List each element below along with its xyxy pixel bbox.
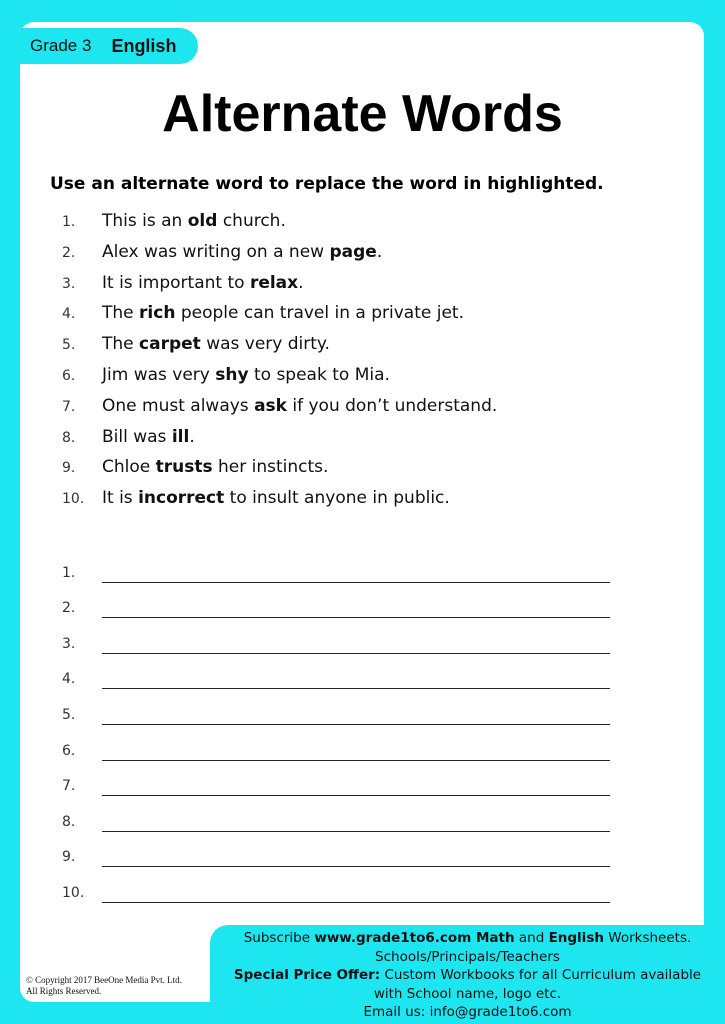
question-text: This is an old church.	[102, 211, 286, 231]
answer-number: 6.	[62, 742, 76, 759]
answer-line[interactable]	[102, 564, 610, 583]
question-text: One must always ask if you don’t understand.	[102, 395, 498, 416]
question-list	[62, 211, 497, 519]
footer-email-line[interactable]: Email us: info@grade1to6.com	[363, 1004, 572, 1020]
answer-number: 5.	[62, 706, 76, 723]
answer-line[interactable]	[102, 777, 610, 796]
footer-banner	[210, 925, 725, 1024]
answer-row	[62, 583, 610, 619]
question-text: Chloe trusts her instincts.	[102, 457, 329, 478]
answer-line[interactable]	[102, 599, 610, 618]
highlighted-word: incorrect	[138, 488, 225, 509]
highlighted-word: old	[187, 211, 218, 231]
question-number: 1.	[62, 214, 76, 230]
question-number: 10.	[62, 491, 85, 508]
highlighted-word: trusts	[155, 457, 213, 478]
answer-line[interactable]	[102, 670, 610, 689]
answer-row	[62, 689, 610, 725]
question-item	[62, 303, 497, 334]
question-item	[62, 211, 497, 242]
answer-row	[62, 796, 610, 832]
question-item	[62, 242, 497, 273]
question-number: 9.	[62, 460, 76, 477]
question-text: The carpet was very dirty.	[102, 334, 330, 355]
grade-tab	[20, 28, 198, 64]
question-text: It is important to relax.	[102, 272, 304, 293]
question-item	[62, 396, 497, 427]
answer-row	[62, 867, 610, 903]
answer-row	[62, 725, 610, 761]
highlighted-word: ask	[254, 395, 287, 416]
answer-list	[62, 547, 610, 903]
answer-number: 8.	[62, 813, 76, 830]
answer-line[interactable]	[102, 706, 610, 725]
answer-number: 4.	[62, 671, 76, 688]
question-item	[62, 427, 497, 458]
grade-label: Grade 3	[30, 36, 92, 55]
answer-line[interactable]	[102, 635, 610, 654]
answer-number: 10.	[62, 884, 85, 901]
question-number: 3.	[62, 275, 76, 292]
question-text: The rich people can travel in a private jet.	[102, 303, 464, 324]
instruction-text: Use an alternate word to replace the word in highlighted.	[50, 174, 604, 194]
answer-row	[62, 547, 610, 583]
question-item	[62, 334, 497, 365]
question-number: 2.	[62, 244, 76, 261]
highlighted-word: ill	[171, 426, 190, 447]
answer-row	[62, 618, 610, 654]
highlighted-word: shy	[215, 364, 249, 385]
question-item	[62, 365, 497, 396]
answer-row	[62, 654, 610, 690]
website-link[interactable]: www.grade1to6.com Math	[314, 930, 515, 946]
page-title: Alternate Words	[162, 85, 563, 143]
question-number: 7.	[62, 398, 76, 415]
answer-number: 1.	[62, 564, 76, 581]
question-text: Bill was ill.	[102, 426, 195, 447]
question-number: 5.	[62, 337, 76, 354]
footer-subscribe-line: Subscribe www.grade1to6.com Math and English Worksheets.	[243, 930, 692, 946]
answer-number: 9.	[62, 849, 76, 866]
answer-line[interactable]	[102, 884, 610, 903]
footer-audience-line: Schools/Principals/Teachers	[375, 948, 560, 965]
answer-line[interactable]	[102, 848, 610, 867]
answer-line[interactable]	[102, 742, 610, 761]
question-number: 4.	[62, 306, 76, 323]
footer-offer-line: Special Price Offer: Custom Workbooks for all Curriculum available	[233, 967, 702, 983]
highlighted-word: rich	[139, 303, 176, 324]
question-text: Jim was very shy to speak to Mia.	[102, 364, 390, 385]
question-item	[62, 488, 497, 519]
answer-row	[62, 832, 610, 868]
question-number: 8.	[62, 429, 76, 446]
highlighted-word: relax	[249, 272, 299, 293]
question-item	[62, 457, 497, 488]
answer-number: 7.	[62, 778, 76, 795]
question-number: 6.	[62, 367, 76, 384]
copyright-notice: © Copyright 2017 BeeOne Media Pvt. Ltd. All Rights Reserved.	[26, 975, 182, 996]
question-item	[62, 273, 497, 304]
answer-line[interactable]	[102, 813, 610, 832]
footer-custom-line: with School name, logo etc.	[373, 985, 562, 1002]
highlighted-word: page	[329, 241, 377, 262]
answer-number: 3.	[62, 635, 76, 652]
answer-row	[62, 761, 610, 797]
highlighted-word: carpet	[139, 334, 201, 355]
answer-number: 2.	[62, 600, 76, 617]
question-text: Alex was writing on a new page.	[102, 241, 383, 262]
question-text: It is incorrect to insult anyone in public.	[102, 488, 450, 509]
subject-label: English	[111, 35, 177, 56]
